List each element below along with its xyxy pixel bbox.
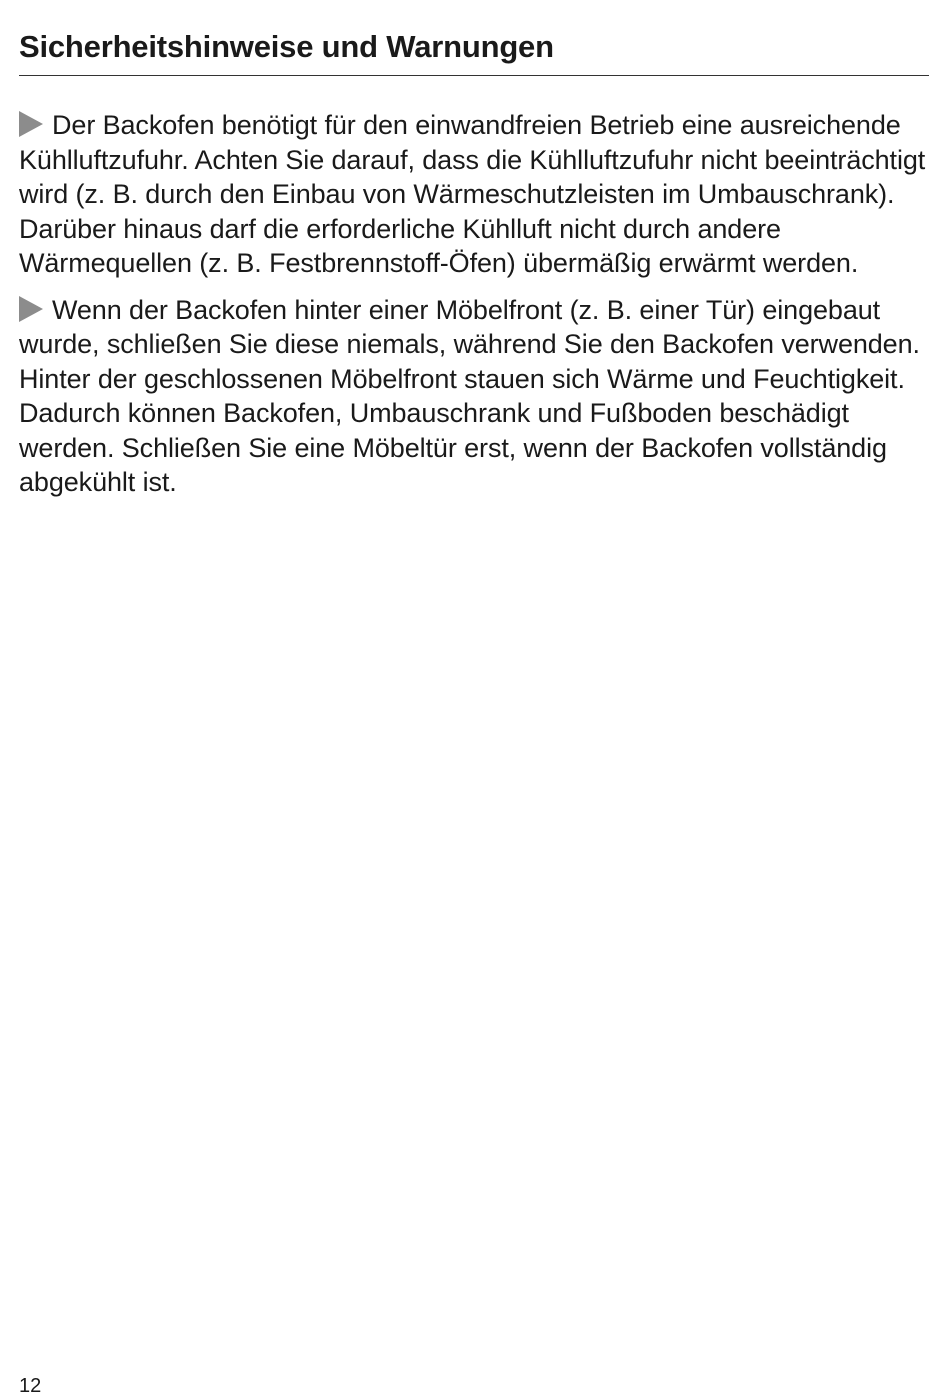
warning-paragraph-furniture-front: [19, 293, 931, 500]
triangle-bullet-icon: [19, 111, 43, 137]
page-number: 12: [19, 1375, 42, 1397]
warning-text-furniture-front: Wenn der Backofen hinter einer Möbelfront (z. B. einer Tür) eingebaut wurde, schließen Sie diese niemals, während Sie den Backofen verwenden. Hinter der geschlossenen Möbelfront stauen sich Wärme und Feuchtigkeit. Dadurch können Backofen, Umbauschrank und Fußboden beschädigt werden. Schließen Sie eine Möbeltür erst, wenn der Backofen vollständig abgekühlt ist.: [19, 294, 920, 497]
warning-paragraph-cooling: [19, 108, 931, 281]
triangle-bullet-icon: [19, 296, 43, 322]
warnings-content: [19, 108, 931, 512]
page-header: [19, 28, 929, 76]
page-title: Sicherheitshinweise und Warnungen: [19, 29, 554, 64]
warning-text-cooling: Der Backofen benötigt für den einwandfreien Betrieb eine ausreichende Kühlluftzufuhr. Achten Sie darauf, dass die Kühlluftzufuhr nicht beeinträchtigt wird (z. B. durch den Einbau von Wärmeschutzleisten im Umbauschrank). Darüber hinaus darf die erforderliche Kühlluft nicht durch andere Wärmequellen (z. B. Festbrennstoff-Öfen) übermäßig erwärmt werden.: [19, 110, 926, 278]
